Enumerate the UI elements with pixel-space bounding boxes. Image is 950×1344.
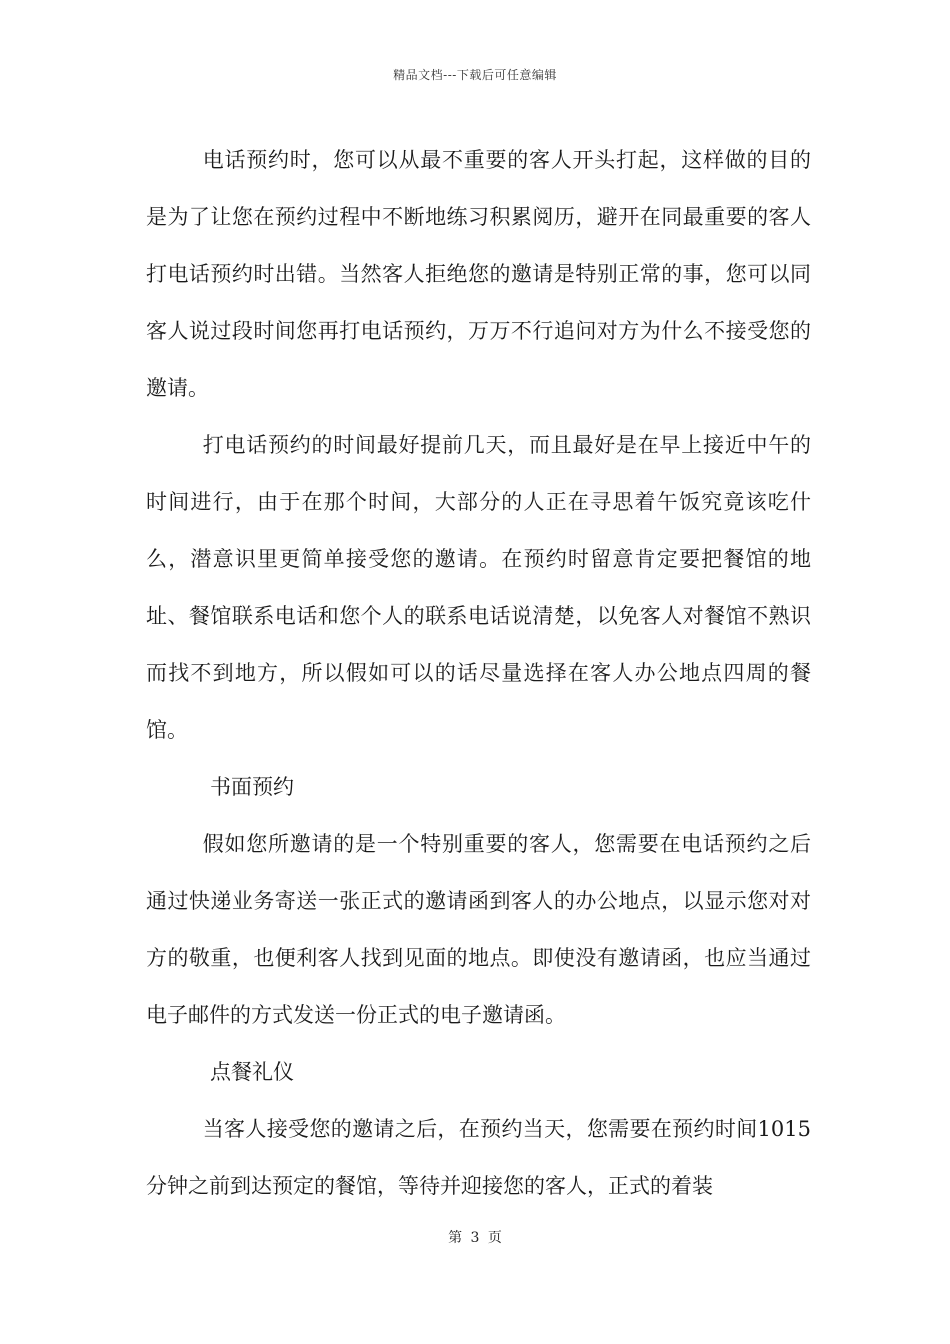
paragraph-arrival: 当客人接受您的邀请之后，在预约当天，您需要在预约时间1015分钟之前到达预定的餐馆，等待并迎接您的客人，正式的着装 xyxy=(146,1117,811,1198)
section-heading-written-booking: 书面预约 xyxy=(210,775,294,799)
document-body xyxy=(146,132,811,1215)
section-heading-ordering-etiquette: 点餐礼仪 xyxy=(210,1060,294,1084)
paragraph-phone-booking: 电话预约时，您可以从最不重要的客人开头打起，这样做的目的是为了让您在预约过程中不断地练习积累阅历，避开在同最重要的客人打电话预约时出错。当然客人拒绝您的邀请是特别正常的事，您可以同客人说过段时间您再打电话预约，万万不行追问对方为什么不接受您的邀请。 xyxy=(146,148,811,400)
paragraph-booking-time: 打电话预约的时间最好提前几天，而且最好是在早上接近中午的时间进行，由于在那个时间，大部分的人正在寻思着午饭究竟该吃什么，潜意识里更简单接受您的邀请。在预约时留意肯定要把餐馆的地址、餐馆联系电话和您个人的联系电话说清楚，以免客人对餐馆不熟识而找不到地方，所以假如可以的话尽量选择在客人办公地点四周的餐馆。 xyxy=(146,433,811,742)
page-header: 精品文档---下载后可任意编辑 xyxy=(393,68,557,82)
paragraph-written-invitation: 假如您所邀请的是一个特别重要的客人，您需要在电话预约之后通过快递业务寄送一张正式的邀请函到客人的办公地点，以显示您对对方的敬重，也便利客人找到见面的地点。即使没有邀请函，也应当通过电子邮件的方式发送一份正式的电子邀请函。 xyxy=(146,832,811,1027)
page-number: 第 3 页 xyxy=(448,1230,502,1246)
